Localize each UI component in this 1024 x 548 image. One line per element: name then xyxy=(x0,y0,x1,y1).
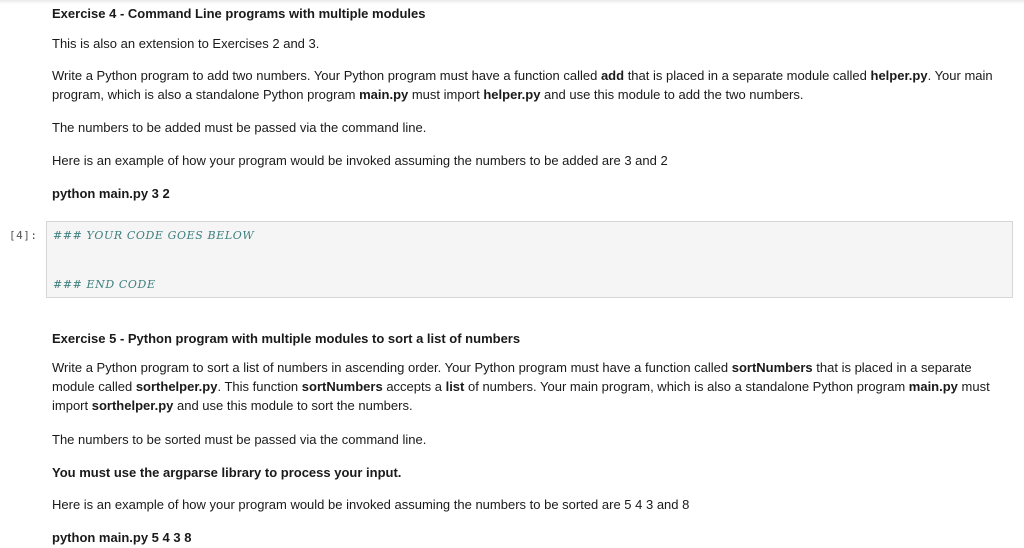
text-run: must import xyxy=(408,87,484,102)
exercise-4-description xyxy=(52,66,1012,104)
bold-term: sortNumbers xyxy=(301,379,383,394)
text-run: accepts a xyxy=(382,379,446,394)
text-run: . This function xyxy=(217,379,302,394)
bold-term: helper.py xyxy=(870,68,928,83)
text-run: Write a Python program to add two numbers. Your Python program must have a function called xyxy=(52,68,601,83)
exercise-5-command: python main.py 5 4 3 8 xyxy=(52,530,192,545)
text-run: and use this module to sort the numbers. xyxy=(173,398,413,413)
exercise-5-description xyxy=(52,358,1012,415)
exercise-4-command: python main.py 3 2 xyxy=(52,186,170,201)
text-run: that is placed in a separate module called xyxy=(624,68,871,83)
bold-term: main.py xyxy=(359,87,409,102)
exercise-5-heading: Exercise 5 - Python program with multiple modules to sort a list of numbers xyxy=(52,331,521,346)
bold-term: add xyxy=(600,68,625,83)
text-run: must import xyxy=(52,379,990,413)
bold-term: sorthelper.py xyxy=(135,379,218,394)
exercise-4-cmdline-note: The numbers to be added must be passed via the command line. xyxy=(52,120,427,135)
bold-term: sorthelper.py xyxy=(91,398,174,413)
cell-prompt: [4]: xyxy=(9,229,38,242)
exercise-5-cmdline-note: The numbers to be sorted must be passed via the command line. xyxy=(52,432,427,447)
exercise-5-example-note: Here is an example of how your program would be invoked assuming the numbers to be sorted are 5 4 3 and 8 xyxy=(52,497,690,512)
text-run: that is placed in a separate module called xyxy=(52,360,972,394)
exercise-4-heading: Exercise 4 - Command Line programs with multiple modules xyxy=(52,6,426,21)
bold-term: list xyxy=(445,379,465,394)
text-run: Write a Python program to sort a list of numbers in ascending order. Your Python program must have a function called xyxy=(52,360,732,375)
code-cell[interactable] xyxy=(46,221,1013,298)
code-comment-end: ### END CODE xyxy=(53,278,156,291)
text-run: . Your main program, which is also a standalone Python program xyxy=(52,68,993,102)
exercise-4-example-note: Here is an example of how your program would be invoked assuming the numbers to be added are 3 and 2 xyxy=(52,153,668,168)
exercise-5-argparse-note: You must use the argparse library to process your input. xyxy=(52,465,402,480)
text-run: and use this module to add the two numbers. xyxy=(540,87,804,102)
exercise-4-intro: This is also an extension to Exercises 2 and 3. xyxy=(52,36,320,51)
bold-term: helper.py xyxy=(483,87,541,102)
text-run: of numbers. Your main program, which is also a standalone Python program xyxy=(464,379,909,394)
bold-term: main.py xyxy=(908,379,958,394)
code-comment-begin: ### YOUR CODE GOES BELOW xyxy=(53,229,255,242)
bold-term: sortNumbers xyxy=(731,360,813,375)
